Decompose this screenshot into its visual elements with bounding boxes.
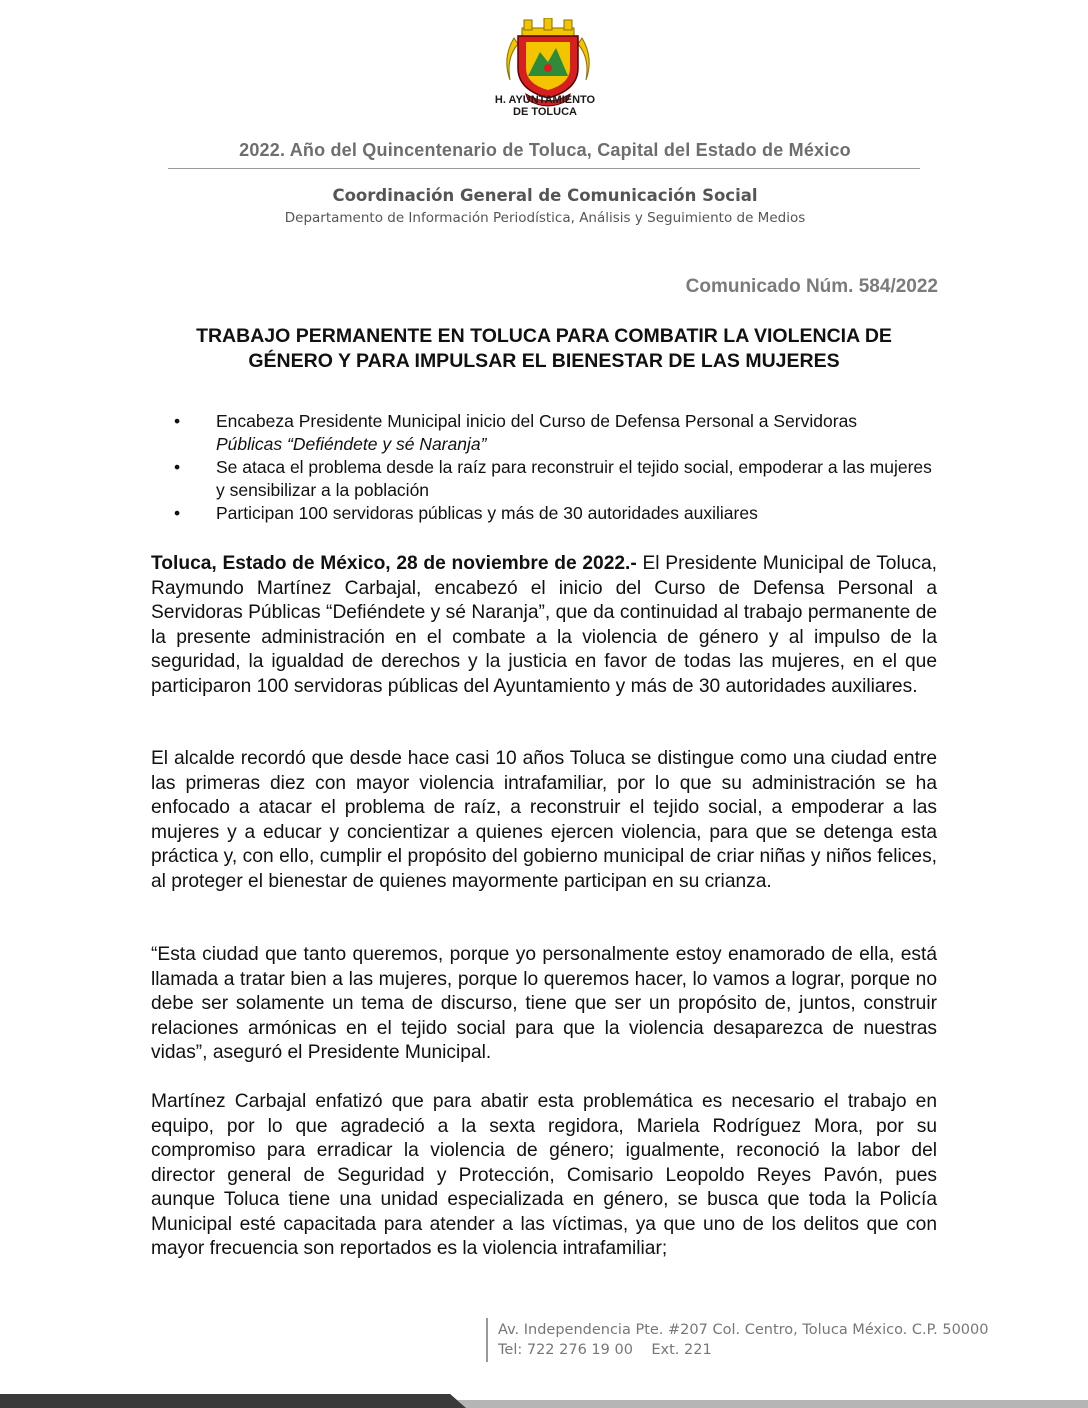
bullet-text-italic: Públicas “Defiéndete y sé Naranja” <box>216 434 487 454</box>
bullet-icon: • <box>174 457 181 477</box>
dateline: Toluca, Estado de México, 28 de noviembre de 2022.- <box>151 553 637 574</box>
footer-phone-line <box>498 1340 988 1360</box>
bullet-text: Se ataca el problema desde la raíz para reconstruir el tejido social, empoderar a las mujeres y sensibilizar a la población <box>216 457 932 500</box>
crown-icon <box>522 18 574 36</box>
year-motto: 2022. Año del Quincentenario de Toluca, Capital del Estado de México <box>239 140 851 160</box>
footer-ext: Ext. 221 <box>651 1342 712 1358</box>
coordination-title: Coordinación General de Comunicación Social <box>332 186 758 205</box>
release-number: Comunicado Núm. 584/2022 <box>685 276 938 297</box>
bullet-item <box>174 456 944 502</box>
bullet-icon: • <box>174 503 181 523</box>
footer-bar <box>0 1388 1088 1408</box>
paragraph-4: Martínez Carbajal enfatizó que para abatir esta problemática es necesario el trabajo en equipo, por lo que agradeció a la sexta regidora, Mariela Rodríguez Mora, por su compromiso para erradicar la violencia de género; igualmente, reconoció la labor del director general de Seguridad y Protección, Comisario Leopoldo Reyes Pavón, pues aunque Toluca tiene una unidad especializada en género, se busca que toda la Policía Municipal esté capacitada para atender a las víctimas, ya que uno de los delitos que con mayor frecuencia son reportados es la violencia intrafamiliar; <box>151 1091 937 1259</box>
department-subtitle: Departamento de Información Periodística, Análisis y Seguimiento de Medios <box>284 210 806 226</box>
footer-contact <box>498 1320 988 1360</box>
headline-line2: GÉNERO Y PARA IMPULSAR EL BIENESTAR DE LAS MUJERES <box>248 350 840 372</box>
bullet-text: Encabeza Presidente Municipal inicio del Curso de Defensa Personal a Servidoras <box>216 411 858 431</box>
footer-divider <box>486 1318 488 1362</box>
logo-caption-line1: H. AYUNTAMIENTO <box>494 94 596 106</box>
header-divider <box>168 168 920 169</box>
paragraph-1-text: El Presidente Municipal de Toluca, Raymundo Martínez Carbajal, encabezó el inicio del Curso de Defensa Personal a Servidoras Públicas “Defiéndete y sé Naranja”, que da continuidad al trabajo permanente de la presente administración en el combate a la violencia de género y al impulso de la seguridad, la igualdad de derechos y la justicia en favor de todas las mujeres, en el que participaron 100 servidoras públicas del Ayuntamiento y más de 30 autoridades auxiliares. <box>151 553 937 697</box>
bullet-text: Participan 100 servidoras públicas y más de 30 autoridades auxiliares <box>216 503 758 523</box>
logo-caption <box>470 94 620 118</box>
headline-line1: TRABAJO PERMANENTE EN TOLUCA PARA COMBATIR LA VIOLENCIA DE <box>196 325 892 347</box>
headline <box>150 324 938 374</box>
bullet-item <box>174 502 944 525</box>
bullet-item <box>174 410 944 456</box>
paragraph-2: El alcalde recordó que desde hace casi 10 años Toluca se distingue como una ciudad entre las primeras diez con mayor violencia intrafamiliar, por lo que su administración se ha enfocado a atacar el problema de raíz, a reconstruir el tejido social, a empoderar a las mujeres y a educar y concientizar a quienes ejercen violencia, para que se detenga esta práctica y, con ello, cumplir el propósito del gobierno municipal de criar niñas y niños felices, al proteger el bienestar de quienes mayormente participan en su crianza. <box>151 748 937 892</box>
paragraph-3: “Esta ciudad que tanto queremos, porque yo personalmente estoy enamorado de ella, está llamada a tratar bien a las mujeres, porque lo queremos hacer, lo vamos a lograr, porque no debe ser solamente un tema de discurso, tiene que ser un propósito de, juntos, construir relaciones armónicas en el tejido social para que la violencia desaparezca de nuestras vidas”, aseguró el Presidente Municipal. <box>151 944 937 1063</box>
paragraph-1 <box>151 552 937 699</box>
summary-bullets <box>174 410 944 525</box>
bullet-icon: • <box>174 411 181 431</box>
footer-phone: Tel: 722 276 19 00 <box>498 1342 633 1358</box>
footer-address: Av. Independencia Pte. #207 Col. Centro, Toluca México. C.P. 50000 <box>498 1322 989 1338</box>
logo-caption-line2: DE TOLUCA <box>513 106 577 118</box>
